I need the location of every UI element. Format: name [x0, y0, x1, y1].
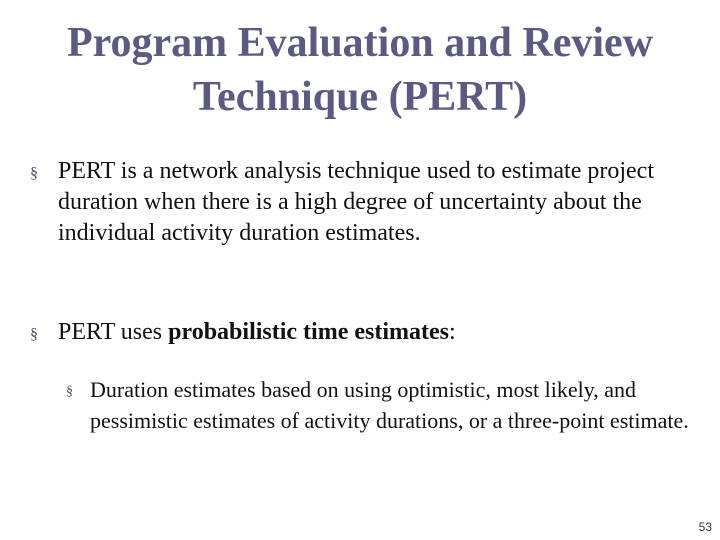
bullet-item-1 [30, 156, 698, 249]
slide-title-line-2: Technique (PERT) [192, 74, 528, 120]
bullet-text-1: PERT is a network analysis technique used to estimate project duration when there is a high degree of uncertainty about the individual activity duration estimates. [58, 158, 654, 246]
bullet-marker-icon: § [30, 326, 38, 343]
page-number: 53 [698, 520, 712, 534]
bullet-marker-icon: § [66, 384, 73, 399]
slide-title [0, 16, 720, 124]
bullet-text-2-prefix: PERT uses [58, 319, 169, 345]
sub-bullet-item-1 [66, 374, 690, 436]
sub-bullet-text-1: Duration estimates based on using optimistic, most likely, and pessimistic estimates of activity durations, or a three-point estimate. [90, 377, 689, 433]
bullet-text-2-bold: probabilistic time estimates [168, 319, 449, 345]
bullet-text-2-suffix: : [449, 319, 456, 345]
bullet-marker-icon: § [30, 165, 38, 182]
bullet-item-2 [30, 317, 698, 348]
slide-title-line-1: Program Evaluation and Review [66, 20, 654, 66]
